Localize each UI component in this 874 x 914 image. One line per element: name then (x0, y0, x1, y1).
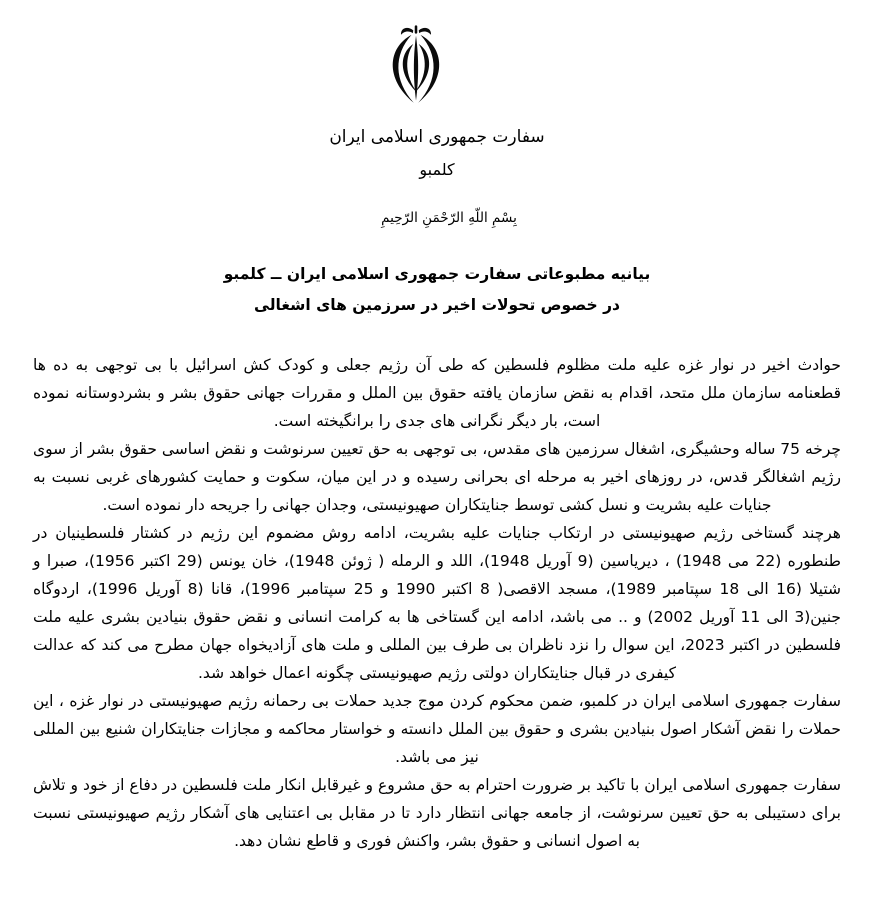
statement-title (0, 259, 874, 321)
embassy-name: سفارت جمهوری اسلامی ایران (329, 127, 545, 147)
body-paragraph-5: سفارت جمهوری اسلامی ایران با تاکید بر ضرورت احترام به حق مشروع و غیرقابل انکار ملت فلسطین در دفاع از خود و تلاش برای دستیبلی به حق تعیین سرنوشت، از جامعه جهانی انتظار دارد تا در مقابل بی اعتنایی های آشکار رژیم صهیونیستی نسبت به اصول انسانی و حقوق بشر، واکنش فوری و قاطع نشان دهد. (33, 776, 841, 850)
statement-body (0, 351, 874, 855)
body-paragraph-2: چرخه 75 ساله وحشیگری، اشغال سرزمین های مقدس، بی توجهی به حق تعیین سرنوشت و نقض اساسی حقوق بشر از سوی رژیم اشغالگر قدس، در روزهای اخیر به مرحله ای بحرانی رسیده و در این میان، سکوت و حمایت کشورهای غربی نسبت به جنایات علیه بشریت و نسل کشی توسط جنایتکاران صهیونیستی، وجدان جهانی را جریحه دار نموده است. (33, 440, 842, 514)
statement-title-line2: در خصوص تحولات اخیر در سرزمین های اشغالی (254, 296, 620, 314)
iran-emblem-icon (369, 24, 463, 106)
embassy-city: کلمبو (419, 160, 455, 179)
body-paragraph-1: حوادث اخیر در نوار غزه علیه ملت مظلوم فلسطین که طی آن رژیم جعلی و کودک کش اسرائیل با بی توجهی به ده ها قطعنامه سازمان ملل متحد، اقدام به نقض سازمان یافته حقوق بین الملل و مقررات جهانی حقوق بشر و بشردوستانه نموده است، بار دیگر نگرانی های جدی را برانگیخته است. (33, 356, 841, 430)
statement-title-line1: بیانیه مطبوعاتی سفارت جمهوری اسلامی ایران ــ کلمبو (223, 265, 651, 283)
body-paragraph-4: سفارت جمهوری اسلامی ایران در کلمبو، ضمن محکوم کردن موج جدید حملات بی رحمانه رژیم صهیونیستی در نوار غزه ، این حملات را نقض آشکار اصول بنیادین بشری و حقوق بین الملل دانسته و خواستار محاکمه و مجازات جنایتکاران شنیع بین المللی نیز می باشد. (33, 692, 841, 766)
bismillah-line: بِسْمِ اللّهِ الرّحْمَنِ الرّحِيمِ (381, 210, 517, 226)
document-header (0, 0, 874, 227)
body-paragraph-3: هرچند گستاخی رژیم صهیونیستی در ارتکاب جنایات علیه بشریت، ادامه روش مضموم این رژیم در کشتار فلسطینیان در طنطوره (22 می 1948) ، دیریاسین (9 آوریل 1948)، اللد و الرمله ( ژوئن 1948)، خان یونس (29 اکتبر 1956)، صبرا و شتیلا (16 الی 18 سپتامبر 1989)، مسجد الاقصی( 8 اکتبر 1990 و 25 سپتامبر 1996)، قانا (8 آوریل 1996)، اردوگاه جنین(3 الی 11 آوریل 2002) و .. می باشد، ادامه این گستاخی ها به کرامت انسانی و نقض حقوق بنیادین بشری علیه ملت فلسطین در اکتبر 2023، این سوال را نزد ناظران بی طرف بین المللی و ملت های آزادیخواه جهان مطرح می کند که عدالت کیفری در قبال جنایتکاران دولتی رژیم صهیونیستی چگونه اعمال خواهد شد. (33, 524, 842, 682)
